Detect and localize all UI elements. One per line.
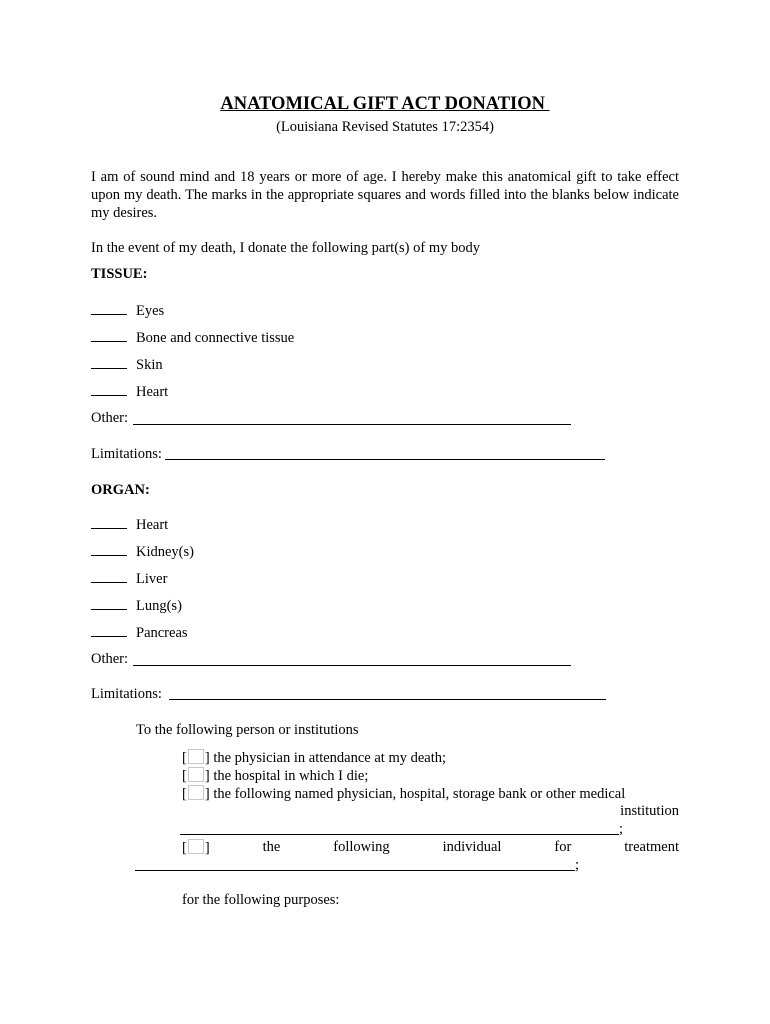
tissue-item-heart <box>91 384 168 401</box>
tissue-item-eyes <box>91 303 164 320</box>
organ-heading: ORGAN: <box>91 482 150 498</box>
option-label: the physician in attendance at my death; <box>209 750 447 766</box>
tissue-other-field[interactable] <box>133 424 571 425</box>
tissue-limitations-label: Limitations: <box>91 446 162 462</box>
tissue-item-label: Heart <box>136 384 169 400</box>
document-title: ANATOMICAL GIFT ACT DONATION <box>220 94 550 114</box>
organ-other-field[interactable] <box>133 665 571 666</box>
tissue-other-label: Other: <box>91 410 132 426</box>
option-label: the following named physician, hospital, storage bank or other medical <box>209 786 626 802</box>
recipient-option-named <box>182 785 625 803</box>
recipient-option-physician <box>182 749 446 767</box>
tissue-heading: TISSUE: <box>91 266 148 282</box>
organ-limitations-label: Limitations: <box>91 686 166 702</box>
mark-blank[interactable] <box>91 303 127 315</box>
individual-field[interactable] <box>135 870 575 871</box>
bracket-open: [ <box>182 768 187 784</box>
organ-item-kidneys <box>91 544 194 561</box>
mark-blank[interactable] <box>91 544 127 556</box>
tissue-item-bone <box>91 330 294 347</box>
named-institution-field[interactable] <box>180 834 619 835</box>
donate-statement: In the event of my death, I donate the following part(s) of my body <box>91 240 480 256</box>
recipient-option-individual <box>182 839 679 857</box>
organ-item-label: Kidney(s) <box>136 544 194 560</box>
checkbox-hospital[interactable] <box>188 767 204 782</box>
bracket-open: [ <box>182 750 187 766</box>
organ-item-lungs <box>91 598 182 615</box>
document-subtitle: (Louisiana Revised Statutes 17:2354) <box>276 119 494 135</box>
purposes-label: for the following purposes: <box>182 892 340 908</box>
organ-item-liver <box>91 571 167 588</box>
individual-word: following <box>333 839 390 855</box>
checkbox-named[interactable] <box>188 785 204 800</box>
organ-item-pancreas <box>91 625 188 642</box>
checkbox-individual[interactable] <box>188 839 204 854</box>
mark-blank[interactable] <box>91 571 127 583</box>
recipient-option-hospital <box>182 767 368 785</box>
institution-word: institution <box>620 803 679 819</box>
mark-blank[interactable] <box>91 357 127 369</box>
tissue-item-skin <box>91 357 163 374</box>
organ-item-heart <box>91 517 168 534</box>
tissue-item-label: Skin <box>136 357 163 373</box>
bracket-close: ] <box>204 768 210 784</box>
bracket-open: [ <box>182 840 187 856</box>
mark-blank[interactable] <box>91 517 127 529</box>
organ-item-label: Heart <box>136 517 169 533</box>
bracket-open: [ <box>182 786 187 802</box>
intro-paragraph: I am of sound mind and 18 years or more of age. I hereby make this anatomical gift to take effect upon my death. The marks in the appropriate squares and words filled into the blanks below indicate my desires. <box>91 169 679 221</box>
individual-semicolon: ; <box>575 857 580 873</box>
organ-limitations-field[interactable] <box>169 699 606 700</box>
organ-item-label: Liver <box>136 571 168 587</box>
mark-blank[interactable] <box>91 598 127 610</box>
organ-item-label: Pancreas <box>136 625 188 641</box>
bracket-close: ] <box>204 786 210 802</box>
bracket-close: ] <box>204 840 210 856</box>
tissue-item-label: Bone and connective tissue <box>136 330 295 346</box>
mark-blank[interactable] <box>91 330 127 342</box>
checkbox-physician[interactable] <box>188 749 204 764</box>
bracket-close: ] <box>204 750 210 766</box>
checkbox-individual-wrap <box>182 839 210 857</box>
option-label: the hospital in which I die; <box>209 768 369 784</box>
individual-word: treatment <box>624 839 679 855</box>
recipients-heading: To the following person or institutions <box>136 722 359 738</box>
tissue-item-label: Eyes <box>136 303 165 319</box>
individual-word: the <box>262 839 281 855</box>
organ-other-label: Other: <box>91 651 132 667</box>
individual-word: for <box>554 839 572 855</box>
individual-word: individual <box>442 839 502 855</box>
tissue-limitations-field[interactable] <box>165 459 605 460</box>
named-institution-semicolon: ; <box>619 821 624 837</box>
mark-blank[interactable] <box>91 384 127 396</box>
mark-blank[interactable] <box>91 625 127 637</box>
organ-item-label: Lung(s) <box>136 598 182 614</box>
